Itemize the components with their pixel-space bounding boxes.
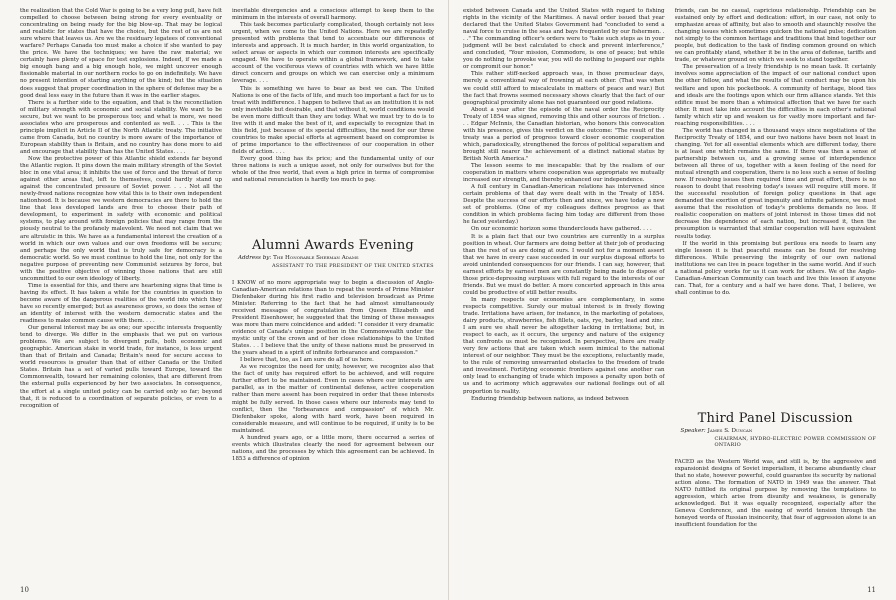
right-page	[448, 0, 896, 600]
paragraph: Every good thing has its price; and the fundamental unity of our three nations is such a unique asset, not only for ourselves but for the whole of the free world, that even a high price in terms of compromise and national renunciation is hardly too much to pay.	[232, 155, 434, 184]
page-number-left: 10	[20, 586, 29, 594]
speaker-byline	[681, 428, 877, 435]
left-page-column-1	[20, 8, 222, 576]
paragraph: As we recognize the need for unity, however, we recognize also that the fact of unity has required effort to be achieved, and will require further effort to be maintained. Even in cases where our interests are parallel, as in the matter of continental defense, active cooperation rather than mere assent has been required in order that these interests might be fully served. In those cases where our interests may tend to conflict, then the "forbearance and compassion" of which Mr. Diefenbaker spoke, along with hard work, have been required in considerable measure, and will continue to be required, if unity is to be maintained.	[232, 364, 434, 434]
address-speaker: The Honorable Sherman Adams	[273, 255, 359, 262]
paragraph: The preservation of a lively friendship is no mean task. It certainly involves some appreciation of the impact of our national conduct upon the other fellow, and what the results of that conduct may be upon his welfare and upon his pocketbook. A community of heritage, blood ties and ideals are the footings upon which our firm alliance stands. Yet this edifice must be more than a whimsical affection that we have for each other. It must take into account the difficulties in each other's national family which stir up and weaken us for vastly more important and far-reaching responsibilities. . . .	[674, 64, 876, 127]
paragraph: It is a plain fact that our two countries are currently in a surplus position in wheat. Our farmers are doing better at their job of producing than the rest of us are doing at ours. I would not for a moment assert that we have in every case succeeded in our surplus disposal efforts to avoid unintended consequences for our friends. I can say, however, that earnest efforts by earnest men are constantly being made to dispose of those price-depressing surpluses with full regard to the interests of our friends. But we must do better. A more concerted approach in this area could be productive of still better results.	[463, 233, 665, 296]
paragraph: Enduring friendship between nations, as indeed between	[471, 395, 629, 402]
paragraph: Now the protective power of this Atlantic shield extends far beyond the Atlantic region. It pins down the main military strength of the Soviet bloc in one vital area; it inhibits the use of force and the threat of force against other areas that, left to themselves, could hardly stand up against the concentrated pressure of Soviet power. . . . Not all the newly-freed nations recognize how vital this is to their own independent nationhood. It is because we western democracies are there to hold the line that less developed lands are free to choose their path of development, to experiment in safety with economic and political systems, to play around with foreign policies that may range from the piously neutral to the profanely malevolent. We need not claim that we are altruistic in this. We have as a fundamental interest the creation of a world in which our own values and our own freedoms will be secure; and perhaps the only world that is truly safe for democracy is a democratic world. So we must continue to hold the line, not only for the negative purpose of preventing new Communist seizures by force, but with the positive objective of winning those nations that are still uncommitted to our own ideology of liberty.	[20, 155, 222, 282]
paragraph: On our economic horizon some thunderclouds have gathered. . . .	[471, 226, 652, 233]
right-page-column-1	[463, 8, 665, 576]
paragraph: friends, can be no casual, capricious relationship. Friendship can be sustained only by effort and dedication: effort, in our case, not only to emphasize areas of affinity, but also to smooth and staunchly resolve the changing issues which sometimes quicken the national pulse; dedication not simply to the common heritage and traditions that bind together our people, but dedication to the task of finding common ground on which we can profitably stand, whether it be in the area of defense, tariffs and trade, or whatever ground on which we seek to stand together.	[674, 8, 876, 64]
address-label: Address by:	[238, 255, 272, 262]
speaker-name: James S. Duncan	[707, 427, 753, 434]
paragraph: Time is essential for this, and there are heartening signs that time is having its effect. It has taken a while for the countries in question to become aware of the dangerous realities of the world into which they have so recently emerged; but as awareness grows, so does the sense of an identity of interest with the western democratic states and the readiness to make common cause with them. . . .	[20, 282, 222, 325]
address-speaker-role: ASSISTANT TO THE PRESIDENT OF THE UNITED STATES	[272, 263, 434, 270]
paragraph: A full century in Canadian-American relations has intervened since certain problems of that day were dealt with in the Treaty of 1854. Despite the success of our efforts then and since, we have today a new set of problems. (One of my colleagues defines progress as that condition in which problems facing him today are different from those he faced yesterday.)	[463, 184, 665, 226]
right-page-column-2	[675, 8, 877, 576]
paragraph: The world has changed in a thousand ways since negotiations of the Reciprocity Treaty of 1854, and our two nations have been not least in changing. Yet for all essential elements which are different today, there is at least one which remains the same. If there was then a sense of partnership between us, and a growing sense of interdependence between all three of us, together with a keen feeling of the need for mutual strength and cooperation, there is no less such a sense of feeling now. If resolving issues then required time and great effort, there is no reason to doubt that resolving today's issues will require still more. If the successful resolution of foreign policy questions in that age demanded the exertion of great ingenuity and infinite patience, we must assume that the resolution of today's problems demands no less. If realistic cooperation on matters of joint interest in those times did not decrease the dependence of each nation, but increased it, then the presumption is warranted that similar cooperation will have equivalent results today.	[674, 127, 876, 240]
page-number-right: 11	[867, 586, 876, 594]
paragraph: This rather stiff-necked approach was, in those premuclear days, merely a conventional way of frowning at each other. (That was when we could still afford to miscalculate in matters of peace and war.) But the fact that frowns seemed necessary shows clearly that the fact of our geographical proximity alone has not guaranteed our good relations.	[463, 71, 665, 106]
paragraph: This is something we have to bear as best we can. The United Nations is one of the facts of life, and much too important a fact for us to treat with indifference. I happen to believe that as an institution it is not only inevitable but desirable, and that without it, world conditions would be even more difficult than they are today. What we must try to do is to live with it and make the best of it, and especially to recognize that in this field, just because of its special difficulties, the need for our three countries to make special efforts at agreement based on compromise is of prime importance to the effectiveness of our cooperation in other fields of action. . . .	[232, 85, 434, 155]
paragraph: A hundred years ago, or a little more, there occurred a series of events which illustrates clearly the need for agreement between our nations, and the processes by which this agreement can be achieved. In 1853 a difference of opinion	[232, 434, 434, 462]
paragraph: The lesson seems to me inescapable: that by the realism of our cooperation in matters where cooperation was appropriate we mutually increased our strength, and thereby enhanced our independence.	[463, 163, 665, 184]
speaker-label: Speaker:	[680, 427, 706, 434]
paragraph: In many respects our economies are complementary, in some respects competitive. Surely our mutual interest is in freely flowing trade. Irritations have arisen, for instance, in the marketing of potatoes, dairy products, strawberries, fish fillets, oats, rye, barley, lead and zinc. I am sure we shall never be altogether lacking in irritations; but, in respect to each, as it occurs, the urgency and nature of the exigency that confronts us must be recognized. In perspective, there are really very few actions that are taken which seem inimical to the national interest of our neighbor. They must be the exceptions, reluctantly made, to the rule of removing unwarranted obstacles to the freedom of trade and investment. Fortifying economic frontiers against one another can only lead to exchanging of trade which imposes a penalty upon both of us and to acrimony which aggravates our national feelings out of all proportion to reality.	[463, 296, 665, 395]
paragraph: the realization that the Cold War is going to be a very long pull, have felt compelled to choose between being strong for every eventuality or concentrating on being ready for the big blow-up. That may be logical and realistic for states that have the choice, but the rest of us are not sure where that leaves us. Are we the residuary legatees of conventional warfare? Perhaps Canada too must make a choice if she wanted to pay the price. We have the techniques; we have the raw material; we certainly have plenty of space for test explosions. Indeed, if we made a big enough bang and a big enough hole, we might uncover enough fissionable material in our northern rocks to go on indefinitely. We have no present intention of starting anything of the kind; but the situation does suggest that proper coordination in the sphere of defense may be a good deal less easy in the future than it was in the earlier stages.	[20, 8, 222, 99]
paragraph: existed between Canada and the United States with regard to fishing rights in the vicinity of the Maritimes. A naval order issued that year declared that the United States Government had "concluded to send a naval force to cruise in the seas and bays frequented by our fishermen. . . ." The commanding officer's orders were to "take such steps as in your judgment will be best calculated to check and prevent interference," and concluded, "Your mission, Commodore, is one of peace; but while you do nothing to provoke war, you will do nothing to jeopard our rights or compromit our honor."	[463, 8, 665, 71]
paragraph: FACED as the Western World was, and still is, by the aggressive and expansionist designs of Soviet imperialism, it became abundantly clear that no state, however powerful, could guarantee its security by national action alone. The formation of NATO in 1949 was the answer. That NATO fulfilled its original purpose by removing the temptations to aggression, which arise from disunity and weakness, is generally acknowledged. But it was equally recognized, especially after the Geneva Conference, and the easing of world tension through the honeyed words of Russian insincerity, that fear of aggression alone is an insufficient foundation for the	[674, 458, 876, 529]
paragraph: inevitable divergencies and a conscious attempt to keep them to the minimum in the interests of overall harmony.	[232, 8, 434, 22]
paragraph: I believe that, too, as I am sure do all of us here.	[240, 357, 374, 364]
paragraph: I KNOW of no more appropriate way to begin a discussion of Anglo-Canadian-American relations than to repeat the words of Prime Minister Diefenbaker during his first radio and television broadcast as Prime Minister. Referring to the fact that he had almost simultaneously received messages of congratulation from Queen Elizabeth and President Eisenhower, he suggested that the timing of these messages was more than mere coincidence and added: "I consider it very dramatic evidence of Canada's unique position in the Commonwealth under the mystic unity of the crown and of her close relationships to the United States. . . I believe that the unity of these nations must be preserved in the years ahead in a spirit of infinite forbearance and compassion."	[232, 279, 434, 357]
left-page-column-2	[232, 8, 434, 576]
paragraph: This task becomes particularly complicated, though certainly not less urgent, when we come to the United Nations. Here we are repeatedly presented with problems that tend to accentuate our differences of interests and approach. It is much harder, in this world organization, to select areas or aspects in which our common interests are specifically engaged. We have to operate within a global framework, and to take account of the vociferous views of countries with which we have little direct concern and groups on which we can exercise only a minimum leverage. . . .	[232, 22, 434, 85]
paragraph: There is a further side to the equation, and that is the reconciliation of military strength with economic and social stability. We want to be secure, but we want to be prosperous too; and what is more, we need associates who are prosperous and contented as well. . . . This is the principle implicit in Article II of the North Atlantic treaty. The initiative came from Canada, but no country is more aware of the importance of European stability than is Britain, and no country has done more to aid and encourage that stability than has the United States. . . .	[20, 99, 222, 155]
section-heading-third-panel: Third Panel Discussion	[697, 410, 853, 426]
speaker-role: CHAIRMAN, HYDRO-ELECTRIC POWER COMMISSION OF ONTARIO	[714, 435, 876, 449]
paragraph: About a year after the episode of the naval order the Reciprocity Treaty of 1854 was signed, removing this and other sources of friction. . . . Edgar McInnis, the Canadian historian, who honors this convocation with his presence, gives this verdict on the outcome: "The result of the treaty was a period of progress toward closer economic cooperation which, paradoxically, strengthened the forces of political separatism and brought still nearer the achievement of a distinct national status by British North America."	[463, 106, 665, 162]
paragraph: Our general interest may be as one; our specific interests frequently tend to diverge. We differ in the emphasis that we put on various problems. We are subject to divergent pulls, both economic and geographic. American stake in world trade, for instance, is less urgent than that of Britain and Canada; Britain's need for secure access to world resources is greater than that of either Canada or the United States. Britain has a set of varied pulls toward Europe, toward the Commonwealth, toward her remaining colonies, that are different from the external pulls experienced by her two associates. In consequence, the effort at a single united policy can be carried only so far; beyond that, it is reduced to a coordination of separate policies, or even to a recognition of	[20, 325, 222, 409]
address-byline	[238, 255, 434, 262]
section-heading-alumni-awards: Alumni Awards Evening	[252, 238, 414, 254]
paragraph: If the world in this promising but perilous era needs to learn any single lesson it is that peaceful means can be found for resolving differences. While preserving the integrity of our own national institutions we can live in peace together in the same world. And if such a national policy works for us it can work for others. We of the Anglo-Canadian-American Community can teach and live this lesson if anyone can. That, for a century and a half we have done. That, I believe, we shall continue to do.	[674, 240, 876, 296]
